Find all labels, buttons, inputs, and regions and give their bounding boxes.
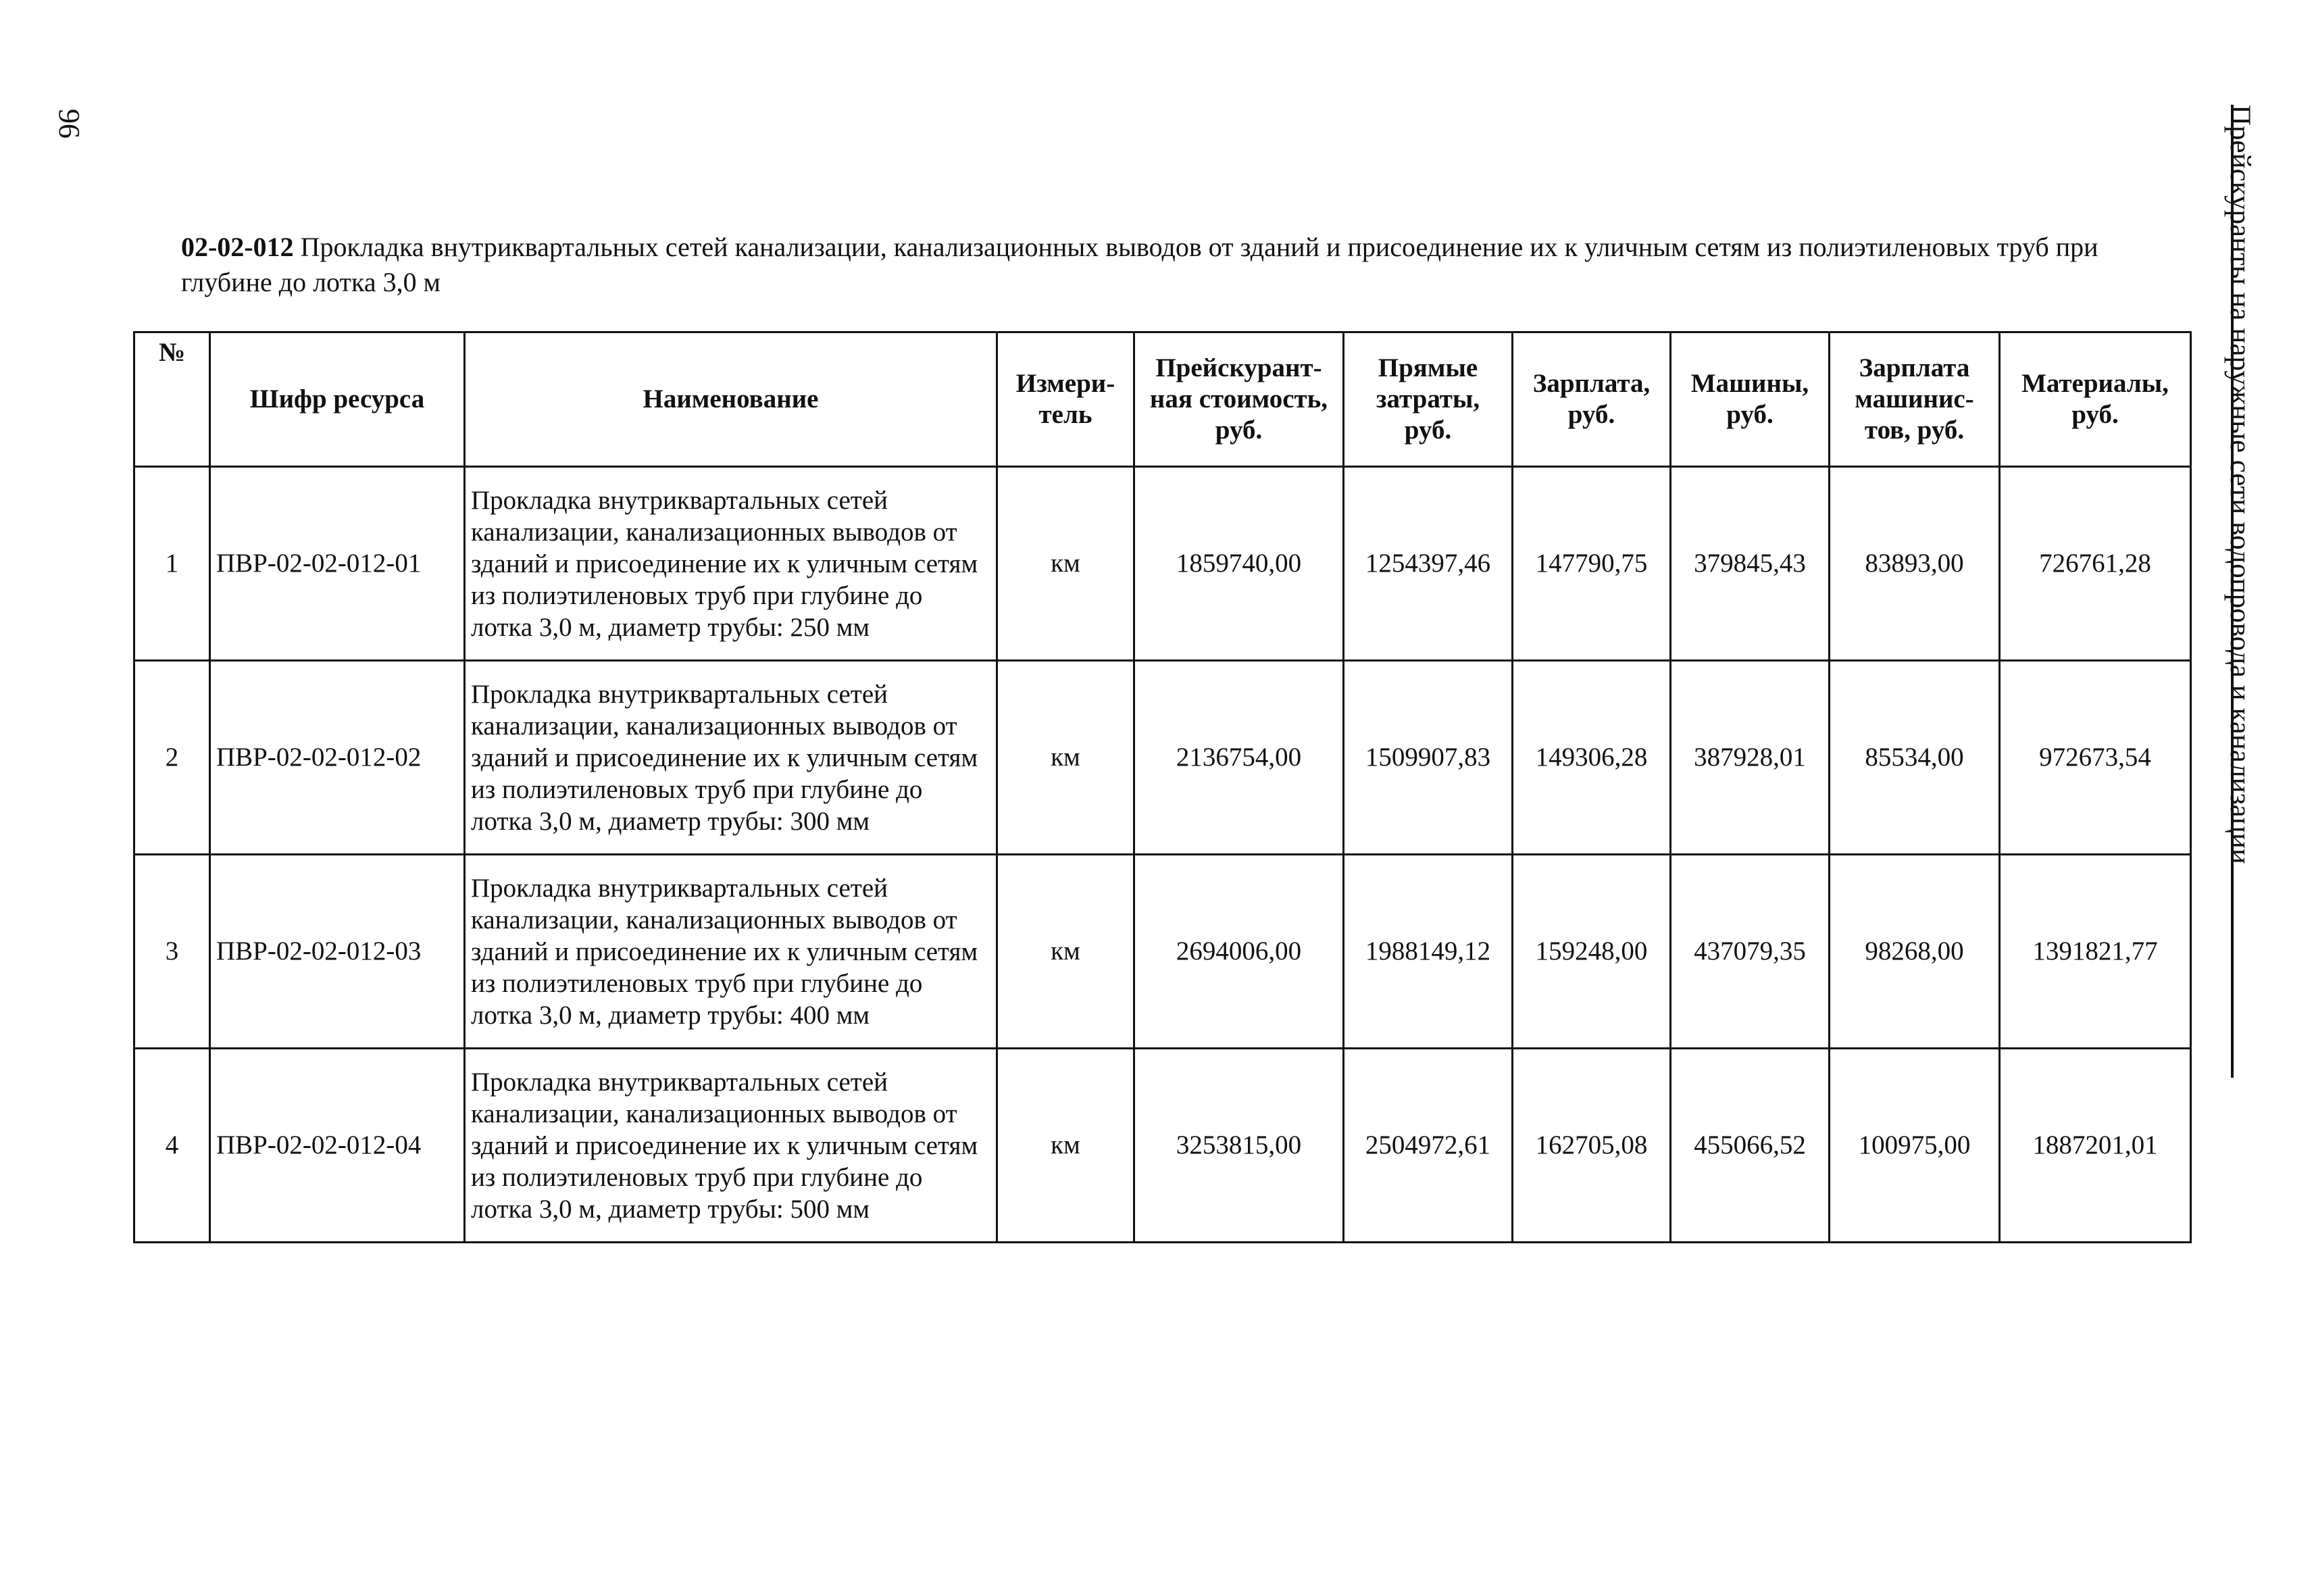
side-title-container: [2223, 105, 2297, 1064]
cell-name: Прокладка внутриквартальных сетей канализации, канализационных выводов от зданий и присоединение их к уличным сетям из полиэтиленовых труб при глубине до лотка 3,0 м, диаметр трубы: 250 мм: [465, 467, 997, 661]
cell-operator-salary: 85534,00: [1830, 661, 2000, 855]
header-price: Прейскурант-ная стоимость, руб.: [1134, 332, 1344, 467]
table-row: [134, 661, 2191, 855]
header-name: Наименование: [465, 332, 997, 467]
cell-num: 2: [134, 661, 210, 855]
cell-price: 1859740,00: [1134, 467, 1344, 661]
cell-materials: 1391821,77: [2000, 855, 2191, 1049]
table-row: [134, 467, 2191, 661]
header-machines: Машины, руб.: [1671, 332, 1830, 467]
page-number: 96: [53, 109, 86, 139]
header-direct: Прямые затраты, руб.: [1344, 332, 1513, 467]
cell-price: 2694006,00: [1134, 855, 1344, 1049]
cell-operator-salary: 83893,00: [1830, 467, 2000, 661]
cell-salary: 149306,28: [1513, 661, 1671, 855]
cell-name: Прокладка внутриквартальных сетей канализации, канализационных выводов от зданий и присоединение их к уличным сетям из полиэтиленовых труб при глубине до лотка 3,0 м, диаметр трубы: 400 мм: [465, 855, 997, 1049]
header-salary: Зарплата, руб.: [1513, 332, 1671, 467]
cell-materials: 972673,54: [2000, 661, 2191, 855]
cell-salary: 159248,00: [1513, 855, 1671, 1049]
cell-salary: 162705,08: [1513, 1049, 1671, 1243]
header-code: Шифр ресурса: [210, 332, 465, 467]
cell-name: Прокладка внутриквартальных сетей канализации, канализационных выводов от зданий и присоединение их к уличным сетям из полиэтиленовых труб при глубине до лотка 3,0 м, диаметр трубы: 500 мм: [465, 1049, 997, 1243]
cell-operator-salary: 98268,00: [1830, 855, 2000, 1049]
cell-operator-salary: 100975,00: [1830, 1049, 2000, 1243]
cell-unit: км: [997, 661, 1134, 855]
cell-direct: 1988149,12: [1344, 855, 1513, 1049]
cell-num: 3: [134, 855, 210, 1049]
table-row: [134, 855, 2191, 1049]
cell-direct: 1509907,83: [1344, 661, 1513, 855]
section-code: 02-02-012: [181, 232, 294, 262]
running-title: Прейскуранты на наружные сети водопровода и канализации: [2224, 105, 2256, 864]
cell-unit: км: [997, 855, 1134, 1049]
cell-name: Прокладка внутриквартальных сетей канализации, канализационных выводов от зданий и присоединение их к уличным сетям из полиэтиленовых труб при глубине до лотка 3,0 м, диаметр трубы: 300 мм: [465, 661, 997, 855]
price-table: [133, 331, 2192, 1243]
cell-code: ПВР-02-02-012-04: [210, 1049, 465, 1243]
cell-direct: 2504972,61: [1344, 1049, 1513, 1243]
cell-machines: 379845,43: [1671, 467, 1830, 661]
cell-price: 2136754,00: [1134, 661, 1344, 855]
cell-machines: 455066,52: [1671, 1049, 1830, 1243]
cell-unit: км: [997, 467, 1134, 661]
cell-num: 1: [134, 467, 210, 661]
cell-code: ПВР-02-02-012-01: [210, 467, 465, 661]
header-materials: Материалы, руб.: [2000, 332, 2191, 467]
cell-code: ПВР-02-02-012-02: [210, 661, 465, 855]
cell-materials: 726761,28: [2000, 467, 2191, 661]
header-unit: Измери-тель: [997, 332, 1134, 467]
cell-num: 4: [134, 1049, 210, 1243]
cell-machines: 387928,01: [1671, 661, 1830, 855]
cell-materials: 1887201,01: [2000, 1049, 2191, 1243]
section-title: Прокладка внутриквартальных сетей канализации, канализационных выводов от зданий и присоединение их к уличным сетям из полиэтиленовых труб при глубине до лотка 3,0 м: [181, 232, 2098, 297]
cell-salary: 147790,75: [1513, 467, 1671, 661]
cell-code: ПВР-02-02-012-03: [210, 855, 465, 1049]
header-operator-salary: Зарплата машинис-тов, руб.: [1830, 332, 2000, 467]
cell-direct: 1254397,46: [1344, 467, 1513, 661]
table-header-row: [134, 332, 2191, 467]
section-heading: [181, 230, 2120, 300]
cell-machines: 437079,35: [1671, 855, 1830, 1049]
cell-price: 3253815,00: [1134, 1049, 1344, 1243]
table-row: [134, 1049, 2191, 1243]
header-num: №: [134, 332, 210, 467]
cell-unit: км: [997, 1049, 1134, 1243]
